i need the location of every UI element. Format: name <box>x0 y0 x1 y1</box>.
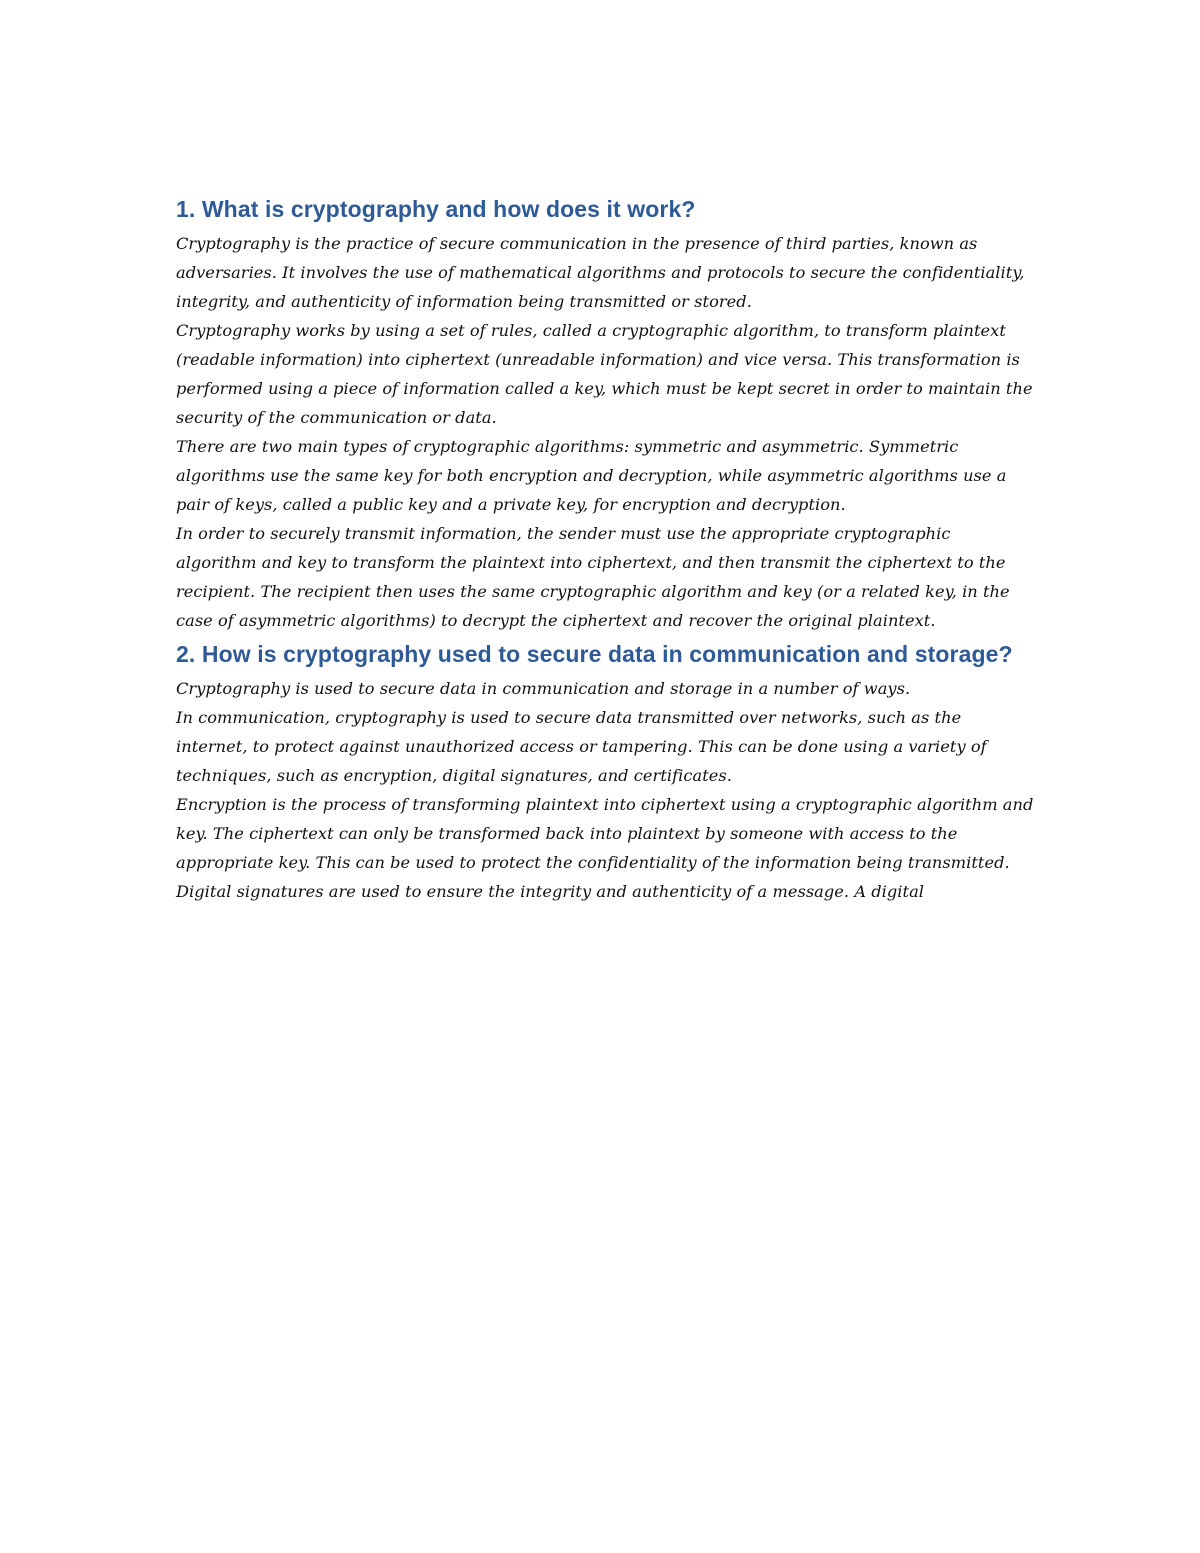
section-1-heading: 1. What is cryptography and how does it work? <box>176 196 696 222</box>
section-1-paragraph-1: Cryptography is the practice of secure communication in the presence of third parties, known as adversaries. It involves the use of mathematical algorithms and protocols to secure the confidentiality, integrity, and authenticity of information being transmitted or stored. <box>176 234 1025 311</box>
section-1-paragraph-3: There are two main types of cryptographic algorithms: symmetric and asymmetric. Symmetric algorithms use the same key for both encryption and decryption, while asymmetric algorithms use a pair of keys, called a public key and a private key, for encryption and decryption. <box>176 437 1007 514</box>
section-2-paragraph-4: Digital signatures are used to ensure the integrity and authenticity of a message. A digital <box>176 882 925 901</box>
section-2-paragraph-3: Encryption is the process of transforming plaintext into ciphertext using a cryptographic algorithm and key. The ciphertext can only be transformed back into plaintext by someone with access to the appropriate key. This can be used to protect the confidentiality of the information being transmitted. <box>176 795 1034 872</box>
section-1-paragraph-2: Cryptography works by using a set of rules, called a cryptographic algorithm, to transform plaintext (readable information) into ciphertext (unreadable information) and vice versa. This transformation is performed using a piece of information called a key, which must be kept secret in order to maintain the security of the communication or data. <box>176 321 1033 427</box>
section-2-paragraph-2: In communication, cryptography is used to secure data transmitted over networks, such as the internet, to protect against unauthorized access or tampering. This can be done using a variety of techniques, such as encryption, digital signatures, and certificates. <box>176 708 987 785</box>
document-body <box>176 190 1036 906</box>
section-2-paragraph-1: Cryptography is used to secure data in communication and storage in a number of ways. <box>176 679 911 698</box>
section-1-paragraph-4: In order to securely transmit information, the sender must use the appropriate cryptographic algorithm and key to transform the plaintext into ciphertext, and then transmit the ciphertext to the recipient. The recipient then uses the same cryptographic algorithm and key (or a related key, in the case of asymmetric algorithms) to decrypt the ciphertext and recover the original plaintext. <box>176 524 1010 630</box>
section-2-heading: 2. How is cryptography used to secure data in communication and storage? <box>176 641 1013 667</box>
